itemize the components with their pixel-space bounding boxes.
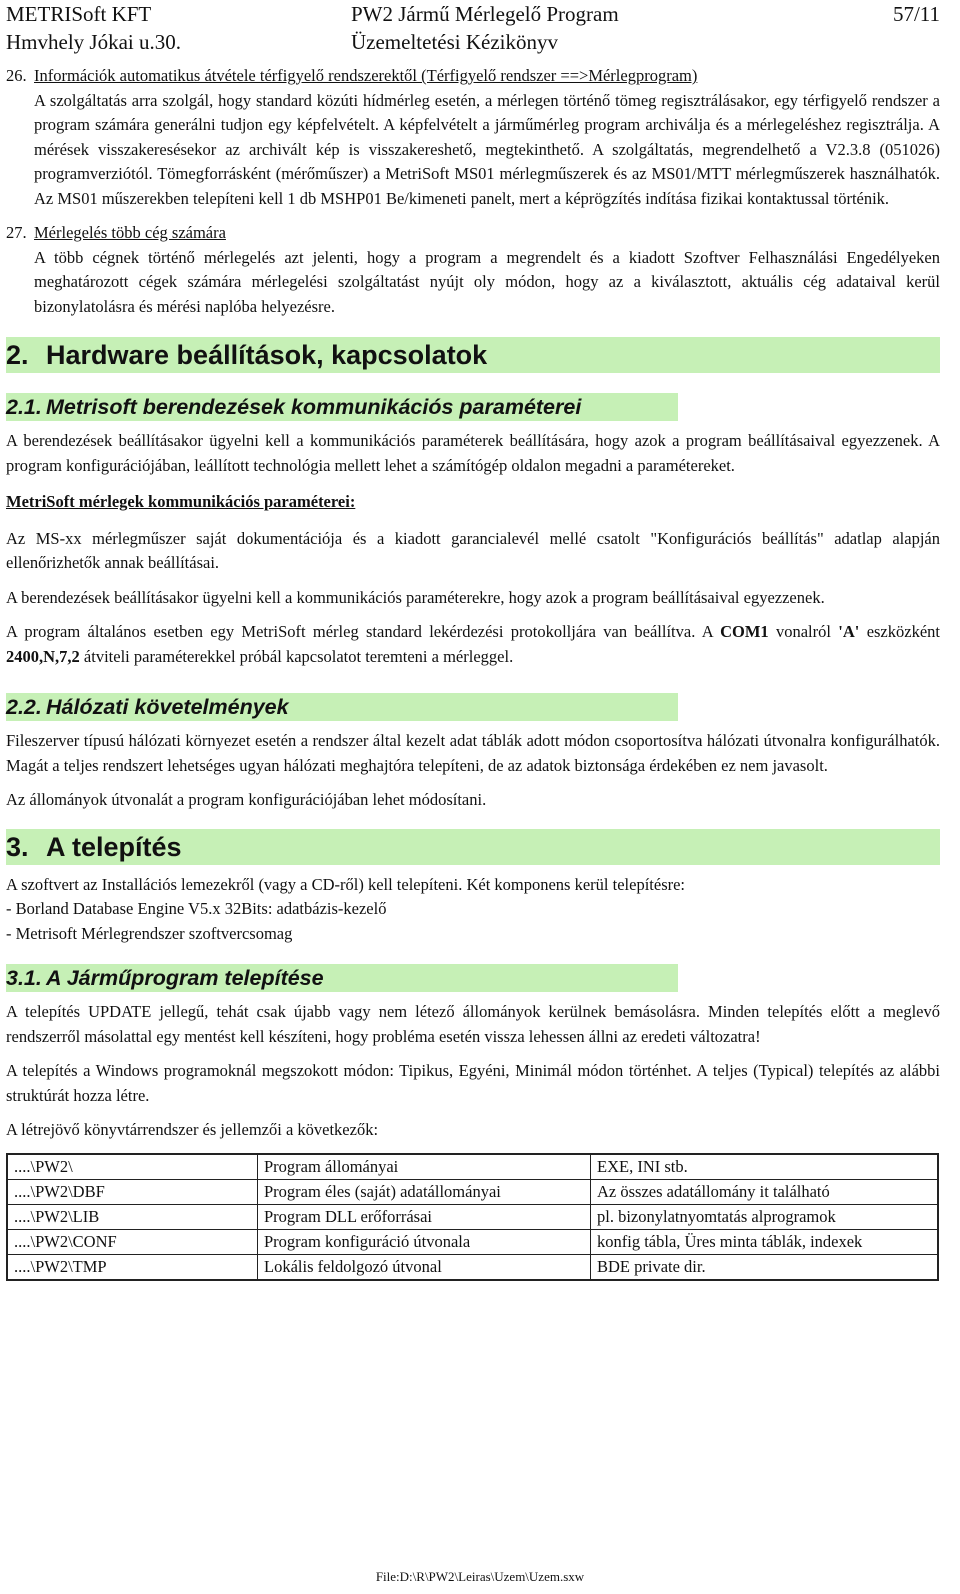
table-cell-description: Program konfiguráció útvonala: [258, 1229, 591, 1254]
section-3-bullet-2: - Metrisoft Mérlegrendszer szoftvercsomag: [6, 923, 293, 943]
table-cell-path: ....\PW2\: [7, 1154, 258, 1180]
header-company: METRISoft KFT: [6, 2, 152, 26]
header-page-number: 57/11: [892, 2, 940, 26]
section-3-bullet-1: - Borland Database Engine V5.x 32Bits: adatbázis-kezelő: [6, 899, 387, 918]
section-2-1-subheading: MetriSoft mérlegek kommunikációs paraméterei:: [6, 492, 356, 511]
table-cell-note: konfig tábla, Üres minta táblák, indexek: [591, 1229, 939, 1254]
header-program-title: PW2 Jármű Mérlegelő Program: [351, 2, 619, 26]
section-2-1-p1: A berendezések beállításakor ügyelni kell a kommunikációs paraméterek beállítására, hogy azok a program beállításaival egyezzenek. A program konfigurációjában, leállított technológia mellett lehet a számítógép oldalon megadni a paramétereket.: [6, 431, 940, 475]
section-2-heading: 2. Hardware beállítások, kapcsolatok: [6, 337, 940, 373]
section-2-1-heading: 2.1. Metrisoft berendezések kommunikációs paraméterei: [6, 393, 678, 421]
directory-table: [6, 1153, 939, 1281]
item-26-body: A szolgáltatás arra szolgál, hogy standard közúti hídmérleg esetén, a mérlegen történő tömeg regisztrálásakor, egy térfigyelő rendszer a program számára generálni tudjon egy képfelvételt. A képfelvételt a járműmérleg program archiválja és a mérlegeléshez regisztrálja. A mérések visszakeresésekor az archivált kép is visszakereshető, megtekinthető. A szolgáltatás, megrendelhető a V2.3.8 (051026) programverziótól. Tömegforrásként (mérőműszer) a MetriSoft MS01 mérlegműszerek és az MS01/MTT mérlegműszerek használhatók. Az MS01 műszerekben telepíteni kell 1 db MSHP01 Be/kimeneti panelt, mert a képrögzítés indítása fizikai kontaktussal történik.: [34, 90, 940, 208]
section-3-1-p3: A létrejövő könyvtárrendszer és jellemzői a következők:: [6, 1120, 379, 1139]
item-27-body: A több cégnek történő mérlegelés azt jelenti, hogy a program a megrendelt és a kiadott Szoftver Felhasználási Engedélyeken meghatározott cégek számára mérlegelési szolgáltatást nyújt oly módon, hogy az a kiválasztott, aktuális cég adataival kerül bizonylatolásra és mérési naplóba helyezésre.: [34, 247, 940, 316]
table-cell-path: ....\PW2\CONF: [7, 1229, 258, 1254]
table-row: [7, 1179, 938, 1204]
header-manual-title: Üzemeltetési Kézikönyv: [351, 30, 559, 54]
section-2-2-heading: 2.2. Hálózati követelmények: [6, 693, 678, 721]
table-cell-note: BDE private dir.: [591, 1254, 939, 1280]
table-row: [7, 1229, 938, 1254]
item-26-title: 26. Információk automatikus átvétele térfigyelő rendszerektől (Térfigyelő rendszer ==>Mérlegprogram): [6, 66, 698, 85]
section-2-1-p4: A program általános esetben egy MetriSoft mérleg standard lekérdezési protokolljára van beállítva. A COM1 vonalról 'A' eszközként 2400,N,7,2 átviteli paraméterekkel próbál kapcsolatot teremteni a mérleggel.: [6, 622, 940, 666]
header-company-block: [6, 0, 181, 56]
table-cell-description: Program állományai: [258, 1154, 591, 1180]
page-header: [6, 0, 940, 56]
table-cell-note: pl. bizonylatnyomtatás alprogramok: [591, 1204, 939, 1229]
table-cell-note: EXE, INI stb.: [591, 1154, 939, 1180]
table-cell-description: Program éles (saját) adatállományai: [258, 1179, 591, 1204]
table-row: [7, 1254, 938, 1280]
table-row: [7, 1204, 938, 1229]
table-cell-path: ....\PW2\DBF: [7, 1179, 258, 1204]
header-address: Hmvhely Jókai u.30.: [6, 30, 181, 54]
section-2-1-p2: Az MS-xx mérlegműszer saját dokumentációja és a kiadott garancialevél mellé csatolt "Konfigurációs beállítás" adatlap alapján ellenőrizhetők annak beállításai.: [6, 528, 940, 572]
table-row: [7, 1154, 938, 1180]
item-27-title: 27. Mérlegelés több cég számára: [6, 223, 226, 242]
table-cell-description: Lokális feldolgozó útvonal: [258, 1254, 591, 1280]
section-2-2-p1: Fileszerver típusú hálózati környezet esetén a rendszer által kezelt adat táblák adott módon csoportosítva hálózati útvonalra konfigurálhatók. Magát a teljes rendszert lehetséges ugyan hálózati meghajtóra telepíteni, de az adatok biztonsága érdekében ez nem javasolt.: [6, 731, 940, 775]
section-3-heading: 3. A telepítés: [6, 829, 940, 865]
page-content: [6, 64, 940, 1281]
section-3-1-heading: 3.1. A Járműprogram telepítése: [6, 964, 678, 992]
page-footer: File:D:\R\PW2\Leiras\Uzem\Uzem.sxw: [375, 1569, 585, 1584]
header-title-block: [351, 0, 619, 56]
section-3-1-p1: A telepítés UPDATE jellegű, tehát csak újabb vagy nem létező állományok kerülnek bemásolásra. Minden telepítés előtt a meglevő rendszerről másolattal egy mentést kell készíteni, hogy probléma esetén vissza lehessen állni az eredeti változatra!: [6, 1002, 940, 1046]
table-cell-description: Program DLL erőforrásai: [258, 1204, 591, 1229]
section-3-p1: A szoftvert az Installációs lemezekről (vagy a CD-ről) kell telepíteni. Két komponens kerül telepítésre:: [6, 874, 686, 894]
table-cell-path: ....\PW2\TMP: [7, 1254, 258, 1280]
table-cell-note: Az összes adatállomány it található: [591, 1179, 939, 1204]
section-3-1-p2: A telepítés a Windows programoknál megszokott módon: Tipikus, Egyéni, Minimál módon történhet. A teljes (Typical) telepítés az alábbi struktúrát hozza létre.: [6, 1061, 940, 1105]
table-cell-path: ....\PW2\LIB: [7, 1204, 258, 1229]
section-2-1-p3: A berendezések beállításakor ügyelni kell a kommunikációs paraméterekre, hogy azok a program beállításaival egyezzenek.: [6, 587, 825, 607]
item-27-title-text: Mérlegelés több cég számára: [34, 223, 226, 242]
item-26-title-text: Információk automatikus átvétele térfigyelő rendszerektől (Térfigyelő rendszer ==>Mérlegprogram): [34, 66, 698, 85]
section-2-2-p2: Az állományok útvonalát a program konfigurációjában lehet módosítani.: [6, 790, 487, 809]
